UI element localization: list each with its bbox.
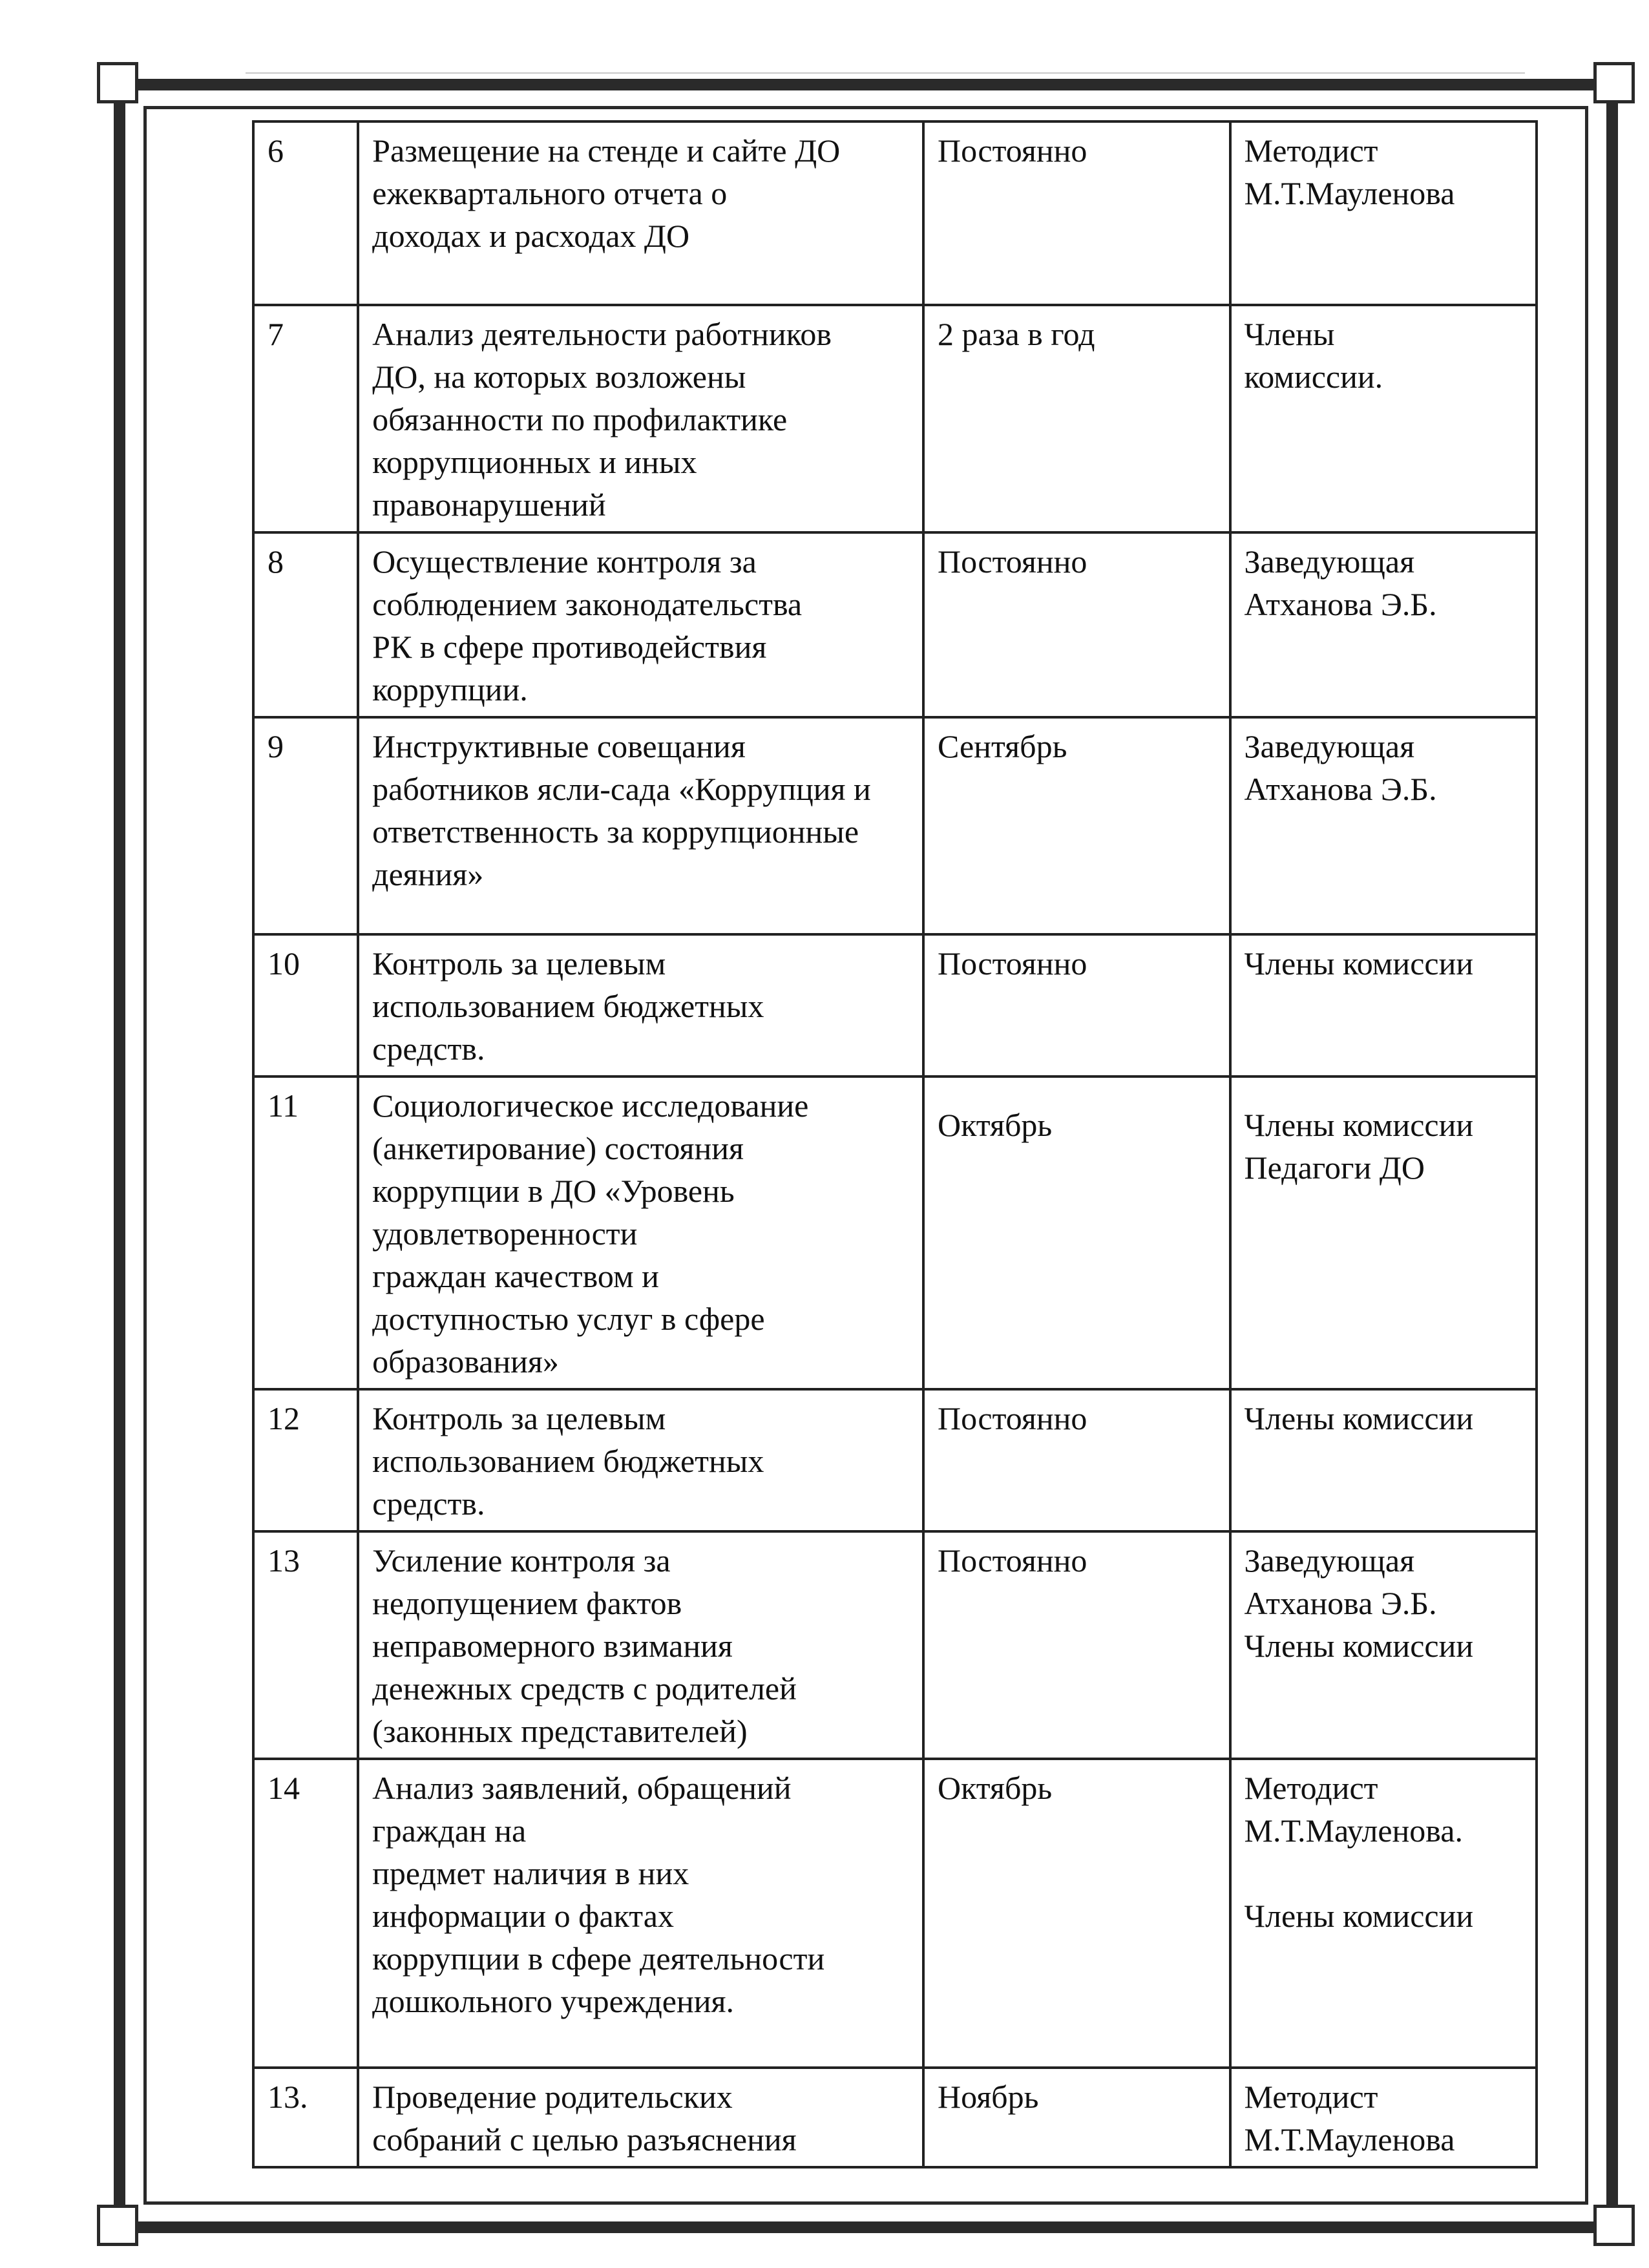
row-number: 14 <box>253 1759 358 2068</box>
activity-line: удовлетворенности <box>372 1215 638 1252</box>
activity-line: доходах и расходах ДО <box>372 218 690 254</box>
activity-line: средств. <box>372 1031 485 1067</box>
responsible-cell <box>1230 2068 1537 2167</box>
table-row <box>253 934 1537 1076</box>
activity-line: коррупционных и иных <box>372 444 697 480</box>
activity-line: Контроль за целевым <box>372 945 666 982</box>
activity-cell <box>358 532 923 717</box>
row-number: 13 <box>253 1531 358 1759</box>
term-cell: Октябрь <box>923 1076 1230 1389</box>
activity-line: соблюдением законодательства <box>372 586 803 622</box>
table-row <box>253 1389 1537 1531</box>
activity-cell <box>358 1759 923 2068</box>
activity-line: Социологическое исследование <box>372 1087 809 1124</box>
responsible-line: Члены комиссии <box>1244 1898 1474 1934</box>
frame-corner-bottom-left <box>97 2205 138 2246</box>
activity-line: Анализ заявлений, обращений <box>372 1770 792 1806</box>
term-cell: Октябрь <box>923 1759 1230 2068</box>
activity-line: доступностью услуг в сфере <box>372 1301 765 1337</box>
activity-line: граждан качеством и <box>372 1258 659 1294</box>
activity-line: информации о фактах <box>372 1898 674 1934</box>
table-row <box>253 1759 1537 2068</box>
responsible-line: Атханова Э.Б. <box>1244 771 1437 807</box>
term-cell: Постоянно <box>923 532 1230 717</box>
activity-cell <box>358 1531 923 1759</box>
term-cell: Постоянно <box>923 934 1230 1076</box>
frame-corner-top-right <box>1593 62 1635 103</box>
activity-cell <box>358 2068 923 2167</box>
activity-cell <box>358 934 923 1076</box>
activity-line: Размещение на стенде и сайте ДО <box>372 132 841 169</box>
responsible-cell <box>1230 1389 1537 1531</box>
row-number: 8 <box>253 532 358 717</box>
activity-line: обязанности по профилактике <box>372 401 788 437</box>
responsible-cell <box>1230 305 1537 532</box>
activity-line: Усиление контроля за <box>372 1542 671 1579</box>
frame-corner-bottom-right <box>1593 2205 1635 2246</box>
table-row <box>253 532 1537 717</box>
responsible-line: М.Т.Мауленова <box>1244 2121 1455 2158</box>
term-cell: Ноябрь <box>923 2068 1230 2167</box>
responsible-line: Члены комиссии <box>1244 1628 1474 1664</box>
activity-line: использованием бюджетных <box>372 1443 764 1479</box>
frame-corner-top-left <box>97 62 138 103</box>
activity-line: ДО, на которых возложены <box>372 359 746 395</box>
responsible-cell <box>1230 1076 1537 1389</box>
responsible-line: Атханова Э.Б. <box>1244 1585 1437 1621</box>
activity-line: (анкетирование) состояния <box>372 1130 744 1166</box>
term-cell: Постоянно <box>923 1531 1230 1759</box>
table-row <box>253 1531 1537 1759</box>
table-row <box>253 2068 1537 2167</box>
activity-line: коррупции. <box>372 671 528 708</box>
responsible-line: М.Т.Мауленова. <box>1244 1812 1463 1849</box>
term-cell: Сентябрь <box>923 717 1230 934</box>
activity-line: собраний с целью разъяснения <box>372 2121 797 2158</box>
row-number: 11 <box>253 1076 358 1389</box>
activity-line: коррупции в ДО «Уровень <box>372 1173 735 1209</box>
row-number: 9 <box>253 717 358 934</box>
activity-line: Анализ деятельности работников <box>372 316 832 352</box>
activity-line: (законных представителей) <box>372 1713 748 1749</box>
responsible-line: Атханова Э.Б. <box>1244 586 1437 622</box>
anticorruption-plan-table <box>252 120 1538 2168</box>
responsible-line: Члены комиссии <box>1244 1400 1474 1436</box>
activity-line: образования» <box>372 1343 559 1380</box>
activity-line: граждан на <box>372 1812 527 1849</box>
activity-line: ежеквартального отчета о <box>372 175 728 211</box>
activity-line: Проведение родительских <box>372 2079 733 2115</box>
responsible-line: Заведующая <box>1244 1542 1415 1579</box>
table-row <box>253 305 1537 532</box>
activity-line: неправомерного взимания <box>372 1628 733 1664</box>
responsible-line: Заведующая <box>1244 728 1415 764</box>
responsible-cell <box>1230 532 1537 717</box>
term-cell: Постоянно <box>923 1389 1230 1531</box>
row-number: 13. <box>253 2068 358 2167</box>
activity-cell: Инструктивные совещания работников ясли-сада «Коррупция и ответственность за коррупционные деяния» <box>358 717 923 934</box>
table-row <box>253 121 1537 305</box>
responsible-line: Педагоги ДО <box>1244 1150 1425 1186</box>
activity-line: Контроль за целевым <box>372 1400 666 1436</box>
responsible-line: М.Т.Мауленова <box>1244 175 1455 211</box>
term-cell: 2 раза в год <box>923 305 1230 532</box>
activity-cell <box>358 1389 923 1531</box>
activity-line: недопущением фактов <box>372 1585 682 1621</box>
row-number: 7 <box>253 305 358 532</box>
activity-line: РК в сфере противодействия <box>372 629 767 665</box>
responsible-cell <box>1230 934 1537 1076</box>
activity-line: денежных средств с родителей <box>372 1670 797 1706</box>
activity-line: правонарушений <box>372 487 606 523</box>
activity-cell <box>358 1076 923 1389</box>
activity-cell <box>358 305 923 532</box>
responsible-line: Заведующая <box>1244 543 1415 580</box>
table-row <box>253 717 1537 934</box>
scan-top-line <box>246 72 1525 74</box>
responsible-cell <box>1230 1759 1537 2068</box>
activity-cell <box>358 121 923 305</box>
responsible-line: Члены комиссии <box>1244 945 1474 982</box>
responsible-cell <box>1230 121 1537 305</box>
responsible-line: комиссии. <box>1244 359 1383 395</box>
responsible-line: Методист <box>1244 1770 1378 1806</box>
responsible-line: Методист <box>1244 2079 1378 2115</box>
responsible-cell <box>1230 1531 1537 1759</box>
table-row <box>253 1076 1537 1389</box>
responsible-line: Члены комиссии <box>1244 1107 1474 1143</box>
activity-line: использованием бюджетных <box>372 988 764 1024</box>
activity-line: средств. <box>372 1486 485 1522</box>
activity-line: коррупции в сфере деятельности <box>372 1940 825 1977</box>
activity-line: предмет наличия в них <box>372 1855 689 1891</box>
responsible-line: Члены <box>1244 316 1335 352</box>
responsible-cell <box>1230 717 1537 934</box>
responsible-spacer <box>1245 1852 1523 1895</box>
responsible-line: Методист <box>1244 132 1378 169</box>
row-number: 10 <box>253 934 358 1076</box>
activity-line: Осуществление контроля за <box>372 543 757 580</box>
term-cell: Постоянно <box>923 121 1230 305</box>
activity-line: дошкольного учреждения. <box>372 1983 734 2019</box>
row-number: 12 <box>253 1389 358 1531</box>
row-number: 6 <box>253 121 358 305</box>
